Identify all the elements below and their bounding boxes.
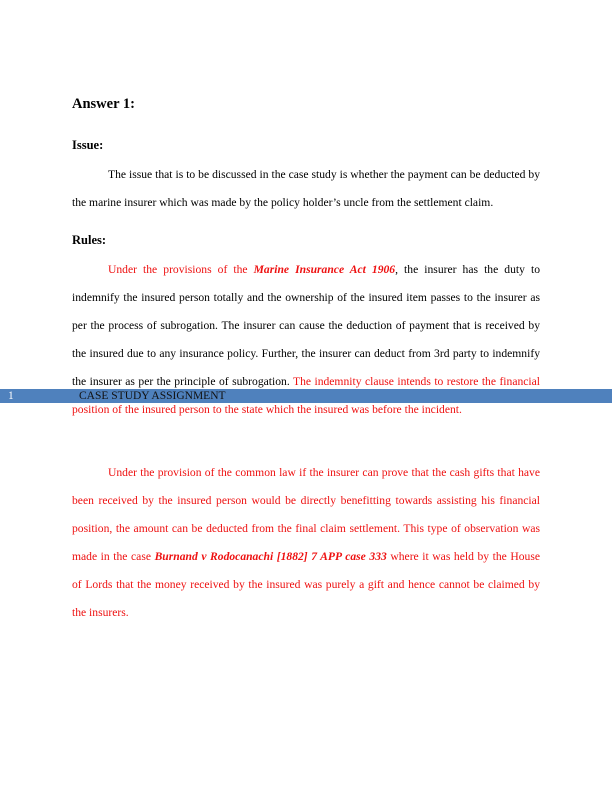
page-number: 1: [8, 390, 14, 402]
rules-text-intro: Under the provisions of the: [108, 263, 254, 276]
issue-paragraph: The issue that is to be discussed in the case study is whether the payment can be deducted by the marine insurer which was made by the policy holder’s uncle from the settlement claim.: [72, 168, 540, 209]
rules-heading: Rules:: [72, 233, 107, 247]
common-law-paragraph: [72, 459, 540, 627]
rules-text-body: , the insurer has the duty to indemnify the insured person totally and the ownership of the insured item passes to the insurer as per the process of subrogation. The insurer can cause the deduction of payment that is received by the insured due to any insurance policy. Further, the insurer can deduct from 3rd party to indemnify the insurer as per the principle of subrogation.: [72, 263, 541, 388]
case-citation: Burnand v Rodocanachi [1882] 7 APP case 333: [154, 550, 387, 563]
issue-heading: Issue:: [72, 138, 104, 152]
page-header-band: [0, 389, 612, 403]
act-citation: Marine Insurance Act 1906: [253, 263, 396, 276]
running-header-title: CASE STUDY ASSIGNMENT: [79, 390, 226, 402]
indemnity-clause-text: The indemnity clause intends to restore the financial position of the insured person to the state which the insured was before the incident.: [72, 375, 540, 416]
common-law-text-end: where it was held by the House of Lords that the money received by the insured was purely a gift and hence cannot be claimed by the insurers.: [72, 550, 540, 619]
answer-heading: Answer 1:: [72, 96, 135, 112]
common-law-text-intro: Under the provision of the common law if the insurer can prove that the cash gifts that have been received by the insured person would be directly benefitting towards assisting his financial position, the amount can be deducted from the final claim settlement. This type of observation was made in the case: [72, 466, 540, 563]
